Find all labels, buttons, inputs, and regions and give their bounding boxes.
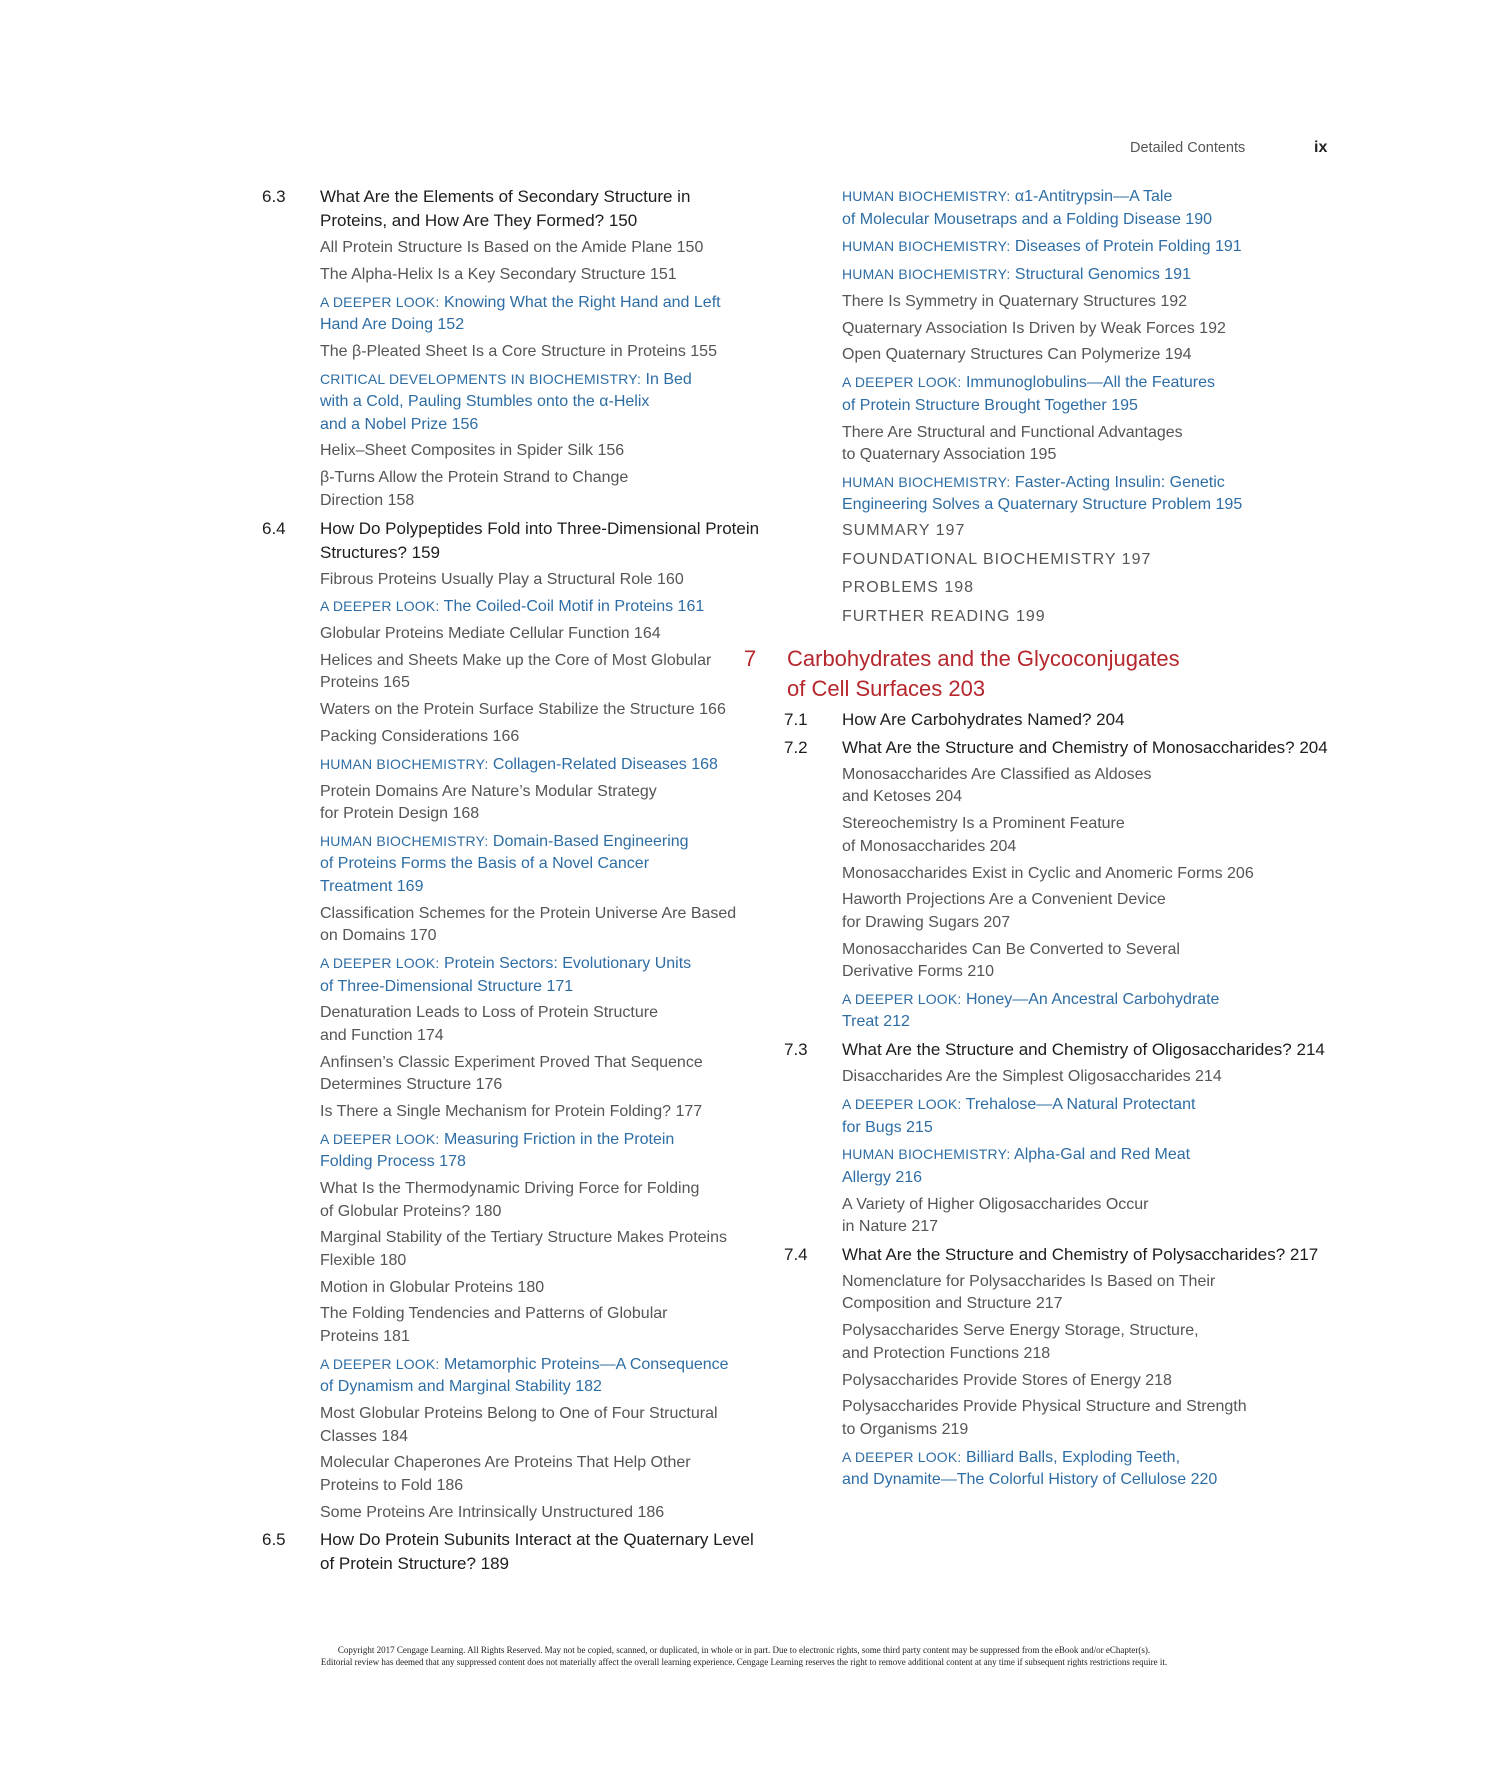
feature-box-entry[interactable] bbox=[842, 988, 1344, 1034]
feature-box-label: A DEEPER LOOK: bbox=[320, 1355, 440, 1372]
feature-box-entry[interactable] bbox=[842, 471, 1344, 517]
feature-box-entry[interactable] bbox=[320, 952, 762, 998]
toc-subentry[interactable]: Polysaccharides Serve Energy Storage, Structure, and Protection Functions 218 bbox=[842, 1322, 1199, 1362]
toc-subentry[interactable]: Waters on the Protein Surface Stabilize the Structure 166 bbox=[320, 701, 726, 719]
section-number: 6.4 bbox=[262, 518, 286, 538]
feature-box-entry[interactable] bbox=[320, 291, 762, 337]
feature-box-title: Structural Genomics 191 bbox=[1010, 266, 1191, 284]
feature-box-title: Knowing What the Right Hand and Left Hand Are Doing 152 bbox=[320, 293, 721, 334]
section-title: What Are the Structure and Chemistry of Polysaccharides? 217 bbox=[842, 1244, 1319, 1264]
section-title: How Do Protein Subunits Interact at the Quaternary Level of Protein Structure? 189 bbox=[320, 1530, 754, 1574]
section-heading[interactable] bbox=[262, 517, 762, 565]
toc-subentry[interactable]: The Folding Tendencies and Patterns of Globular Proteins 181 bbox=[320, 1305, 668, 1345]
page-number: ix bbox=[1314, 139, 1328, 156]
section-number: 6.5 bbox=[262, 1530, 286, 1550]
feature-box-label: HUMAN BIOCHEMISTRY: bbox=[842, 266, 1011, 283]
feature-box-label: A DEEPER LOOK: bbox=[320, 955, 440, 972]
feature-box-entry[interactable] bbox=[320, 1353, 762, 1399]
toc-subentry[interactable]: Marginal Stability of the Tertiary Structure Makes Proteins Flexible 180 bbox=[320, 1229, 727, 1269]
feature-box-entry[interactable] bbox=[320, 1128, 762, 1174]
toc-subentry[interactable]: Fibrous Proteins Usually Play a Structural Role 160 bbox=[320, 570, 684, 588]
feature-box-entry[interactable] bbox=[842, 1143, 1344, 1189]
end-matter-entry[interactable]: FOUNDATIONAL BIOCHEMISTRY 197 bbox=[842, 550, 1152, 568]
toc-left-column bbox=[262, 185, 762, 1580]
toc-subentry[interactable]: Helices and Sheets Make up the Core of Most Globular Proteins 165 bbox=[320, 651, 712, 692]
toc-subentry[interactable]: There Are Structural and Functional Advantages to Quaternary Association 195 bbox=[842, 423, 1183, 464]
chapter-title: Carbohydrates and the Glycoconjugates of Cell Surfaces 203 bbox=[787, 645, 1180, 701]
copyright-line-1: Copyright 2017 Cengage Learning. All Rights Reserved. May not be copied, scanned, or duplicated, in whole or in part. Due to electronic rights, some third party content may be suppressed from the eBook and/or eChapter(s). bbox=[337, 1645, 1151, 1655]
feature-box-label: HUMAN BIOCHEMISTRY: bbox=[842, 238, 1011, 255]
toc-subentry[interactable]: Monosaccharides Can Be Converted to Several Derivative Forms 210 bbox=[842, 940, 1180, 981]
chapter-heading[interactable] bbox=[744, 644, 1344, 704]
toc-subentry[interactable]: Open Quaternary Structures Can Polymerize 194 bbox=[842, 346, 1192, 364]
copyright-footer bbox=[0, 1644, 1488, 1668]
section-title: What Are the Structure and Chemistry of Oligosaccharides? 214 bbox=[842, 1040, 1325, 1060]
toc-subentry[interactable]: Monosaccharides Are Classified as Aldoses and Ketoses 204 bbox=[842, 765, 1152, 806]
feature-box-entry[interactable] bbox=[842, 1093, 1344, 1139]
feature-box-title: Faster-Acting Insulin: Genetic Engineering Solves a Quaternary Structure Problem 195 bbox=[842, 473, 1243, 514]
toc-subentry[interactable]: The Alpha-Helix Is a Key Secondary Structure 151 bbox=[320, 265, 677, 283]
toc-subentry[interactable]: All Protein Structure Is Based on the Amide Plane 150 bbox=[320, 239, 704, 256]
feature-box-title: Diseases of Protein Folding 191 bbox=[1010, 238, 1242, 256]
feature-box-title: Domain-Based Engineering of Proteins Forms the Basis of a Novel Cancer Treatment 169 bbox=[320, 832, 689, 895]
feature-box-title: Trehalose—A Natural Protectant for Bugs 215 bbox=[842, 1096, 1196, 1136]
section-number: 7.4 bbox=[784, 1244, 808, 1264]
feature-box-title: In Bed with a Cold, Pauling Stumbles onto the α-Helix and a Nobel Prize 156 bbox=[320, 370, 692, 433]
feature-box-entry[interactable] bbox=[320, 595, 762, 619]
feature-box-label: HUMAN BIOCHEMISTRY: bbox=[842, 188, 1011, 204]
toc-subentry[interactable]: Anfinsen’s Classic Experiment Proved That Sequence Determines Structure 176 bbox=[320, 1053, 703, 1094]
toc-subentry[interactable]: Polysaccharides Provide Stores of Energy 218 bbox=[842, 1371, 1172, 1389]
toc-subentry[interactable]: β-Turns Allow the Protein Strand to Change Direction 158 bbox=[320, 469, 629, 509]
feature-box-label: A DEEPER LOOK: bbox=[842, 990, 962, 1007]
feature-box-title: Billiard Balls, Exploding Teeth, and Dynamite—The Colorful History of Cellulose 220 bbox=[842, 1448, 1218, 1489]
feature-box-label: A DEEPER LOOK: bbox=[320, 1130, 440, 1147]
feature-box-entry[interactable] bbox=[320, 368, 762, 437]
feature-box-label: HUMAN BIOCHEMISTRY: bbox=[842, 473, 1011, 490]
toc-subentry[interactable]: The β-Pleated Sheet Is a Core Structure in Proteins 155 bbox=[320, 342, 717, 360]
section-title: What Are the Structure and Chemistry of Monosaccharides? 204 bbox=[842, 737, 1328, 757]
feature-box-entry[interactable] bbox=[320, 753, 762, 777]
section-title: What Are the Elements of Secondary Structure in Proteins, and How Are They Formed? 150 bbox=[320, 187, 691, 230]
section-heading[interactable] bbox=[784, 708, 1344, 732]
feature-box-entry[interactable] bbox=[842, 263, 1344, 287]
feature-box-entry[interactable] bbox=[842, 371, 1344, 417]
toc-subentry[interactable]: Most Globular Proteins Belong to One of Four Structural Classes 184 bbox=[320, 1405, 718, 1445]
toc-subentry[interactable]: What Is the Thermodynamic Driving Force for Folding of Globular Proteins? 180 bbox=[320, 1180, 700, 1220]
feature-box-entry[interactable] bbox=[842, 235, 1344, 259]
feature-box-title: Protein Sectors: Evolutionary Units of Three-Dimensional Structure 171 bbox=[320, 955, 692, 995]
section-heading[interactable] bbox=[784, 1243, 1344, 1267]
section-number: 7.2 bbox=[784, 737, 808, 757]
toc-subentry[interactable]: Protein Domains Are Nature’s Modular Strategy for Protein Design 168 bbox=[320, 782, 657, 823]
section-title: How Do Polypeptides Fold into Three-Dimensional Protein Structures? 159 bbox=[320, 518, 760, 562]
toc-subentry[interactable]: Packing Considerations 166 bbox=[320, 728, 520, 746]
section-title: How Are Carbohydrates Named? 204 bbox=[842, 709, 1125, 729]
feature-box-title: Honey—An Ancestral Carbohydrate Treat 212 bbox=[842, 990, 1220, 1031]
toc-subentry[interactable]: Quaternary Association Is Driven by Weak Forces 192 bbox=[842, 319, 1226, 337]
feature-box-title: Measuring Friction in the Protein Folding Process 178 bbox=[320, 1130, 675, 1171]
toc-subentry[interactable]: Monosaccharides Exist in Cyclic and Anomeric Forms 206 bbox=[842, 864, 1254, 882]
toc-subentry[interactable]: Nomenclature for Polysaccharides Is Based on Their Composition and Structure 217 bbox=[842, 1272, 1216, 1313]
feature-box-entry[interactable] bbox=[320, 830, 762, 899]
toc-subentry[interactable]: Classification Schemes for the Protein Universe Are Based on Domains 170 bbox=[320, 904, 737, 945]
section-heading[interactable] bbox=[784, 736, 1344, 760]
toc-subentry[interactable]: Haworth Projections Are a Convenient Device for Drawing Sugars 207 bbox=[842, 891, 1166, 931]
toc-subentry[interactable]: Is There a Single Mechanism for Protein Folding? 177 bbox=[320, 1102, 703, 1120]
feature-box-label: HUMAN BIOCHEMISTRY: bbox=[842, 1146, 1011, 1163]
end-matter-entry[interactable]: FURTHER READING 199 bbox=[842, 607, 1046, 625]
toc-subentry[interactable]: Disaccharides Are the Simplest Oligosaccharides 214 bbox=[842, 1068, 1222, 1086]
feature-box-label: A DEEPER LOOK: bbox=[842, 1448, 962, 1465]
toc-subentry[interactable]: Denaturation Leads to Loss of Protein Structure and Function 174 bbox=[320, 1004, 658, 1044]
section-number: 7.1 bbox=[784, 709, 808, 729]
chapter-number: 7 bbox=[744, 645, 757, 671]
toc-subentry[interactable]: Stereochemistry Is a Prominent Feature of Monosaccharides 204 bbox=[842, 815, 1125, 855]
feature-box-label: HUMAN BIOCHEMISTRY: bbox=[320, 755, 489, 772]
section-number: 7.3 bbox=[784, 1040, 808, 1060]
toc-subentry[interactable]: Molecular Chaperones Are Proteins That Help Other Proteins to Fold 186 bbox=[320, 1454, 691, 1494]
feature-box-label: HUMAN BIOCHEMISTRY: bbox=[320, 832, 489, 849]
feature-box-label: A DEEPER LOOK: bbox=[320, 293, 440, 310]
toc-subentry[interactable]: Globular Proteins Mediate Cellular Function 164 bbox=[320, 625, 661, 643]
feature-box-entry[interactable] bbox=[842, 1446, 1344, 1492]
section-heading[interactable] bbox=[262, 185, 762, 233]
feature-box-label: A DEEPER LOOK: bbox=[842, 1096, 962, 1113]
end-matter-entry[interactable]: SUMMARY 197 bbox=[842, 522, 966, 540]
section-heading[interactable] bbox=[784, 1038, 1344, 1062]
feature-box-entry[interactable] bbox=[842, 185, 1344, 231]
toc-subentry[interactable]: Motion in Globular Proteins 180 bbox=[320, 1278, 545, 1296]
end-matter-entry[interactable]: PROBLEMS 198 bbox=[842, 579, 975, 597]
toc-subentry[interactable]: Polysaccharides Provide Physical Structure and Strength to Organisms 219 bbox=[842, 1398, 1247, 1438]
feature-box-title: Collagen-Related Diseases 168 bbox=[488, 755, 718, 773]
toc-subentry[interactable]: Helix–Sheet Composites in Spider Silk 156 bbox=[320, 442, 625, 460]
copyright-line-2: Editorial review has deemed that any suppressed content does not materially affect the overall learning experience. Cengage Learning reserves the right to remove additional content at any time if subsequent rights restrictions require it. bbox=[320, 1657, 1168, 1667]
feature-box-label: A DEEPER LOOK: bbox=[842, 374, 962, 391]
section-number: 6.3 bbox=[262, 187, 286, 206]
toc-subentry[interactable]: Some Proteins Are Intrinsically Unstructured 186 bbox=[320, 1503, 665, 1521]
toc-subentry[interactable]: There Is Symmetry in Quaternary Structures 192 bbox=[842, 292, 1188, 310]
feature-box-title: Metamorphic Proteins—A Consequence of Dynamism and Marginal Stability 182 bbox=[320, 1355, 729, 1396]
feature-box-title: α1-Antitrypsin—A Tale of Molecular Mousetraps and a Folding Disease 190 bbox=[842, 188, 1212, 228]
toc-subentry[interactable]: A Variety of Higher Oligosaccharides Occur in Nature 217 bbox=[842, 1195, 1149, 1236]
running-head: Detailed Contents bbox=[1130, 140, 1246, 156]
feature-box-label: CRITICAL DEVELOPMENTS IN BIOCHEMISTRY: bbox=[320, 370, 642, 387]
feature-box-title: Immunoglobulins—All the Features of Protein Structure Brought Together 195 bbox=[842, 374, 1215, 414]
feature-box-title: Alpha-Gal and Red Meat Allergy 216 bbox=[842, 1146, 1191, 1186]
section-heading[interactable] bbox=[262, 1528, 762, 1576]
feature-box-label: A DEEPER LOOK: bbox=[320, 598, 440, 615]
toc-right-column bbox=[744, 185, 1344, 1496]
feature-box-title: The Coiled-Coil Motif in Proteins 161 bbox=[439, 598, 705, 616]
